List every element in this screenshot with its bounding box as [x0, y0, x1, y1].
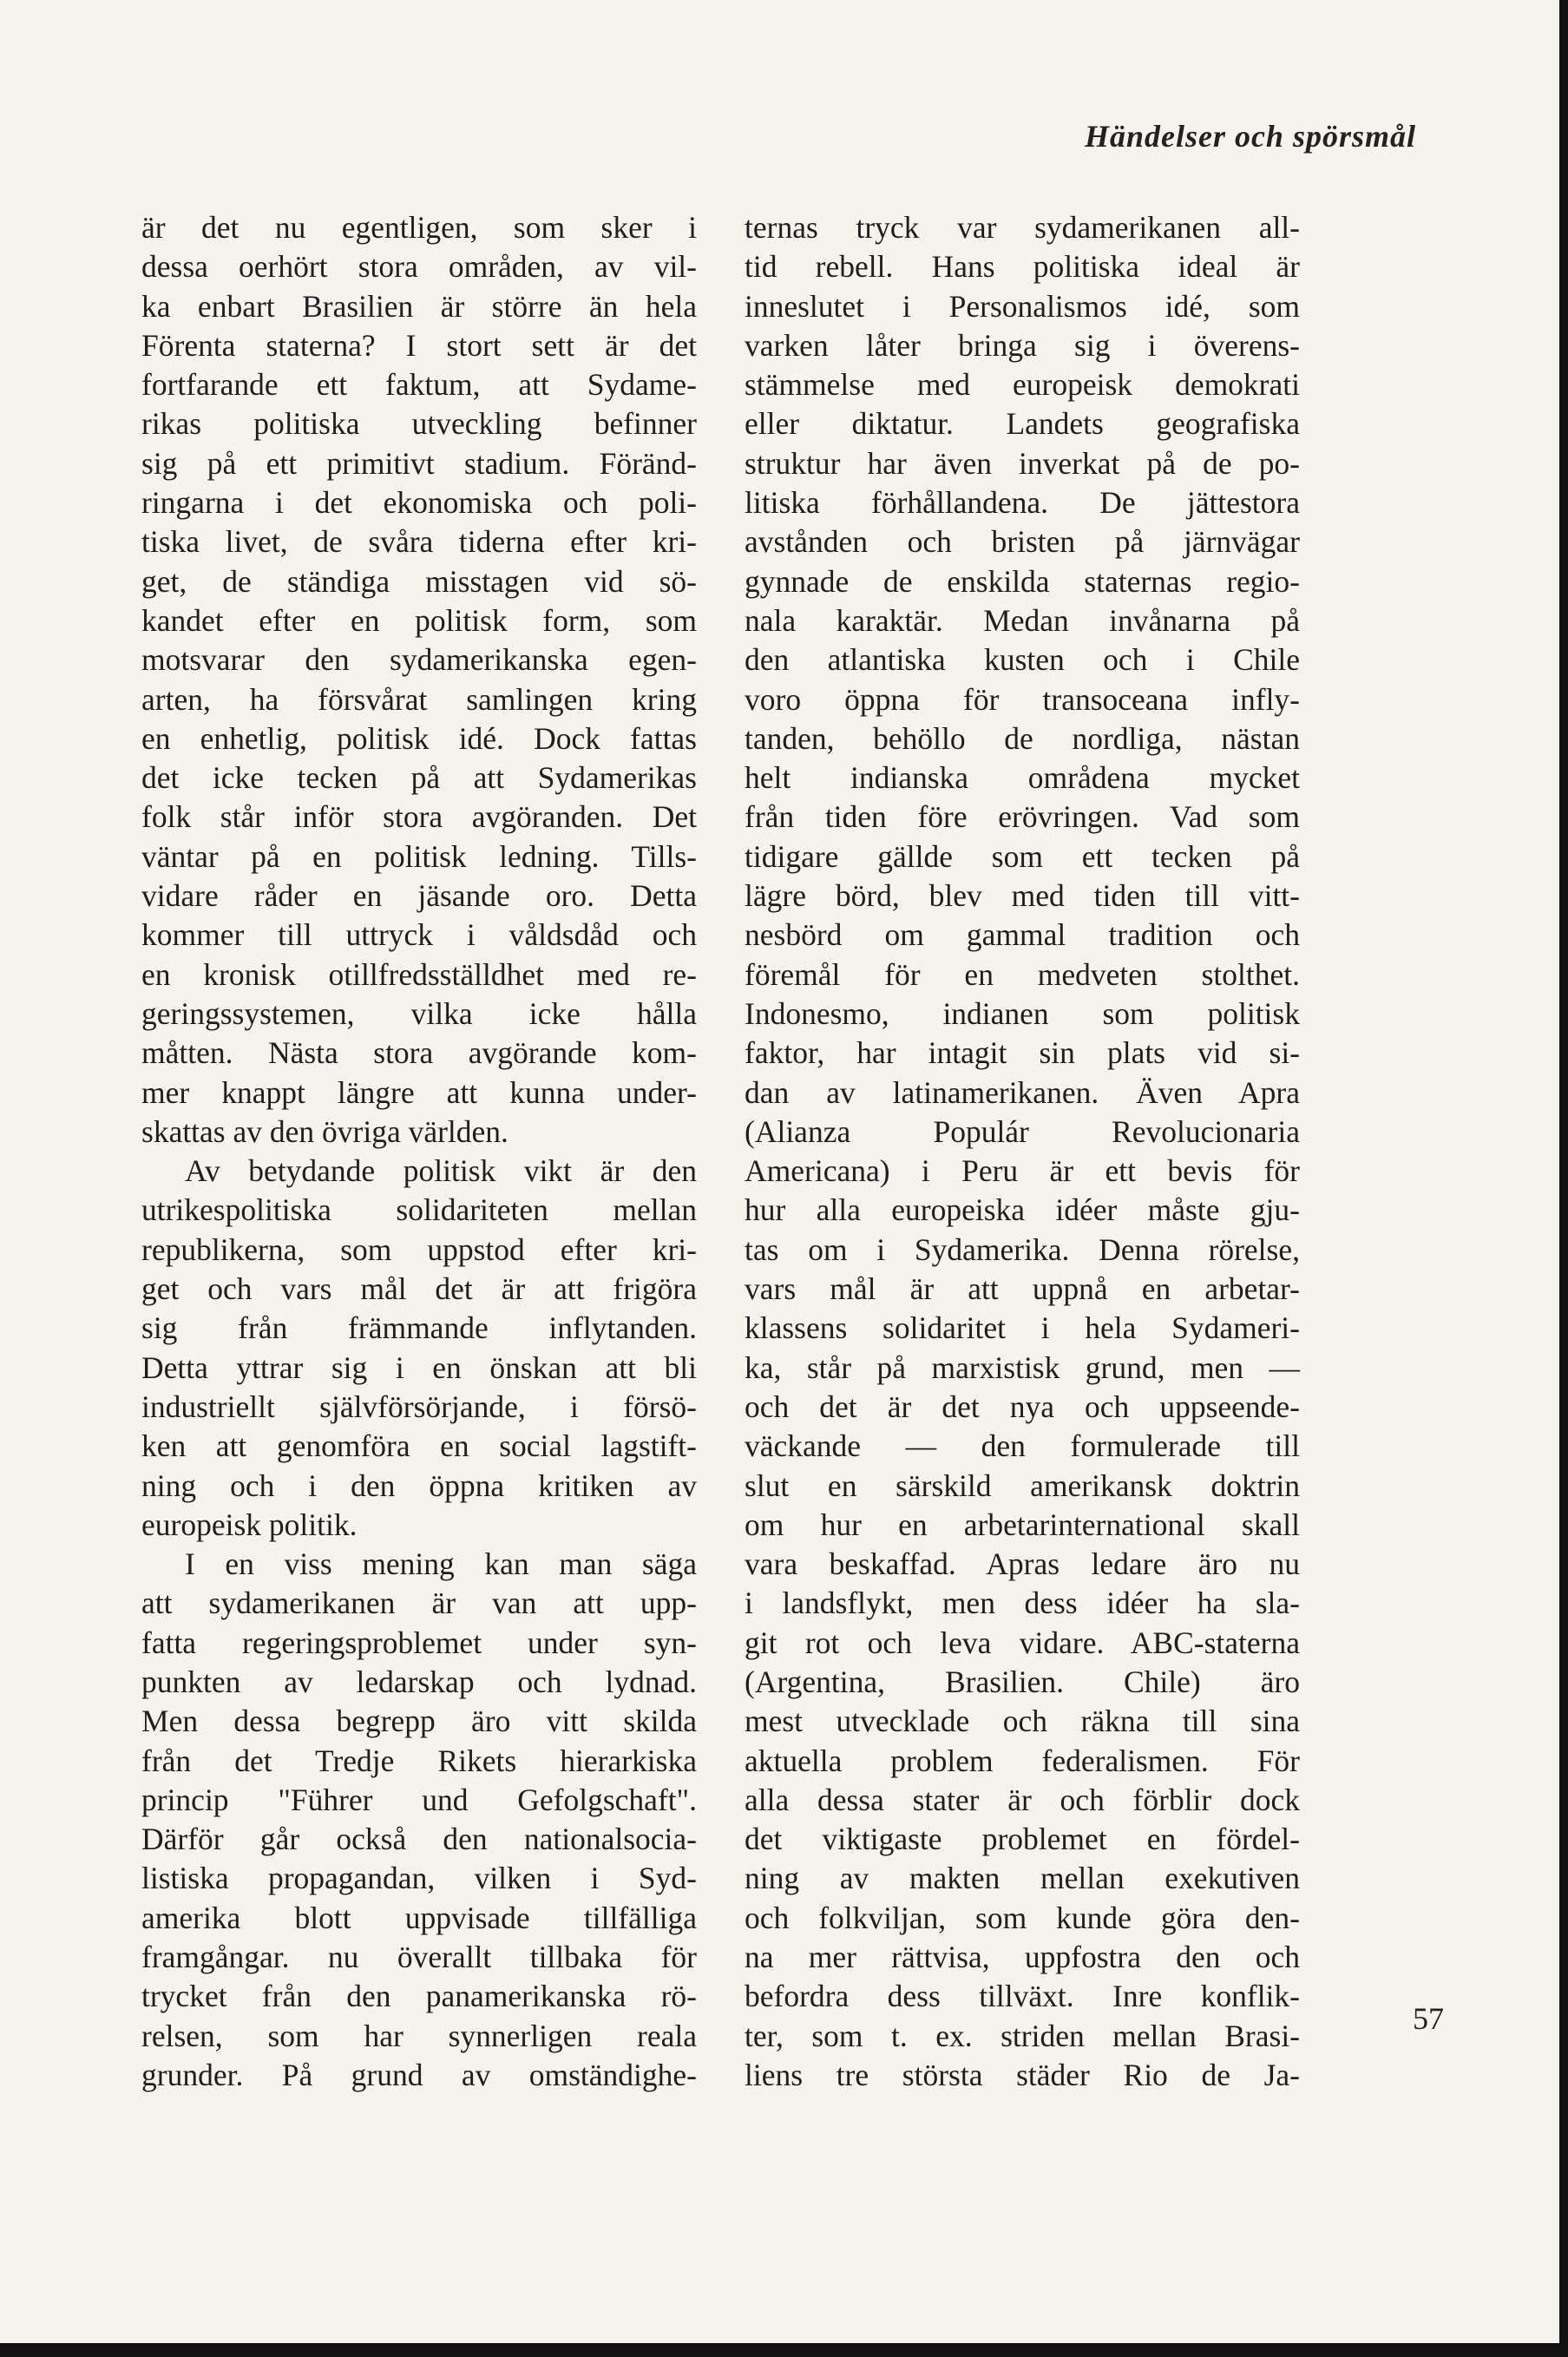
left-column-line: ringarna i det ekonomiska och poli-	[141, 485, 697, 521]
left-column-line: framgångar. nu överallt tillbaka för	[141, 1940, 697, 1975]
right-column-line: tidigare gällde som ett tecken på	[745, 838, 1300, 874]
right-column-line: aktuella problem federalismen. För	[745, 1743, 1300, 1778]
right-column-line: liens tre största städer Rio de Ja-	[745, 2057, 1300, 2092]
running-header: Händelser och spörsmål	[1084, 119, 1416, 154]
left-column-line: Men dessa begrepp äro vitt skilda	[141, 1704, 697, 1739]
right-column-line: den atlantiska kusten och i Chile	[745, 642, 1300, 678]
right-column-line: mest utvecklade och räkna till sina	[745, 1704, 1300, 1739]
left-column-line: är det nu egentligen, som sker i	[141, 210, 697, 245]
right-column-line: det viktigaste problemet en fördel-	[745, 1822, 1300, 1857]
left-column-line: en enhetlig, politisk idé. Dock fattas	[141, 720, 697, 756]
right-column-line: vara beskaffad. Apras ledare äro nu	[745, 1546, 1300, 1582]
left-column-line: att sydamerikanen är van att upp-	[141, 1586, 697, 1621]
left-column-line: ken att genomföra en social lagstift-	[141, 1428, 697, 1464]
left-column-line: Detta yttrar sig i en önskan att bli	[141, 1349, 697, 1385]
left-column-line: get, de ständiga misstagen vid sö-	[141, 563, 697, 599]
left-column-line: europeisk politik.	[141, 1507, 358, 1542]
left-column-line: princip "Führer und Gefolgschaft".	[141, 1782, 697, 1817]
left-column-line: ka enbart Brasilien är större än hela	[141, 288, 697, 324]
left-column-line: geringssystemen, vilka icke hålla	[141, 995, 697, 1031]
left-column-line: folk står inför stora avgöranden. Det	[141, 799, 697, 835]
right-column-line: tid rebell. Hans politiska ideal är	[745, 249, 1300, 285]
left-column-line: måtten. Nästa stora avgörande kom-	[141, 1035, 697, 1071]
left-column-line: tiska livet, de svåra tiderna efter kri-	[141, 524, 697, 560]
left-column-line: fatta regeringsproblemet under syn-	[141, 1625, 697, 1660]
left-column-line: ning och i den öppna kritiken av	[141, 1467, 697, 1503]
right-column-line: ternas tryck var sydamerikanen all-	[745, 210, 1300, 245]
right-column-line: (Alianza Populár Revolucionaria	[745, 1113, 1300, 1149]
left-column-line: Förenta staterna? I stort sett är det	[141, 327, 697, 363]
left-column-line: industriellt självförsörjande, i försö-	[141, 1389, 697, 1424]
left-column-line: republikerna, som uppstod efter kri-	[141, 1231, 697, 1267]
right-column-line: och det är det nya och uppseende-	[745, 1389, 1300, 1424]
right-column-line: tas om i Sydamerika. Denna rörelse,	[745, 1231, 1300, 1267]
left-column-line: det icke tecken på att Sydamerikas	[141, 760, 697, 796]
right-column-line: gynnade de enskilda staternas regio-	[745, 563, 1300, 599]
left-column-line: motsvarar den sydamerikanska egen-	[141, 642, 697, 678]
left-column-line: kommer till uttryck i våldsdåd och	[141, 917, 697, 953]
right-column-line: vars mål är att uppnå en arbetar-	[745, 1271, 1300, 1307]
right-column-line: eller diktatur. Landets geografiska	[745, 406, 1300, 442]
right-column-line: ka, står på marxistisk grund, men —	[745, 1349, 1300, 1385]
right-column-line: och folkviljan, som kunde göra den-	[745, 1900, 1300, 1935]
left-column-line: rikas politiska utveckling befinner	[141, 406, 697, 442]
page-number: 57	[1413, 2001, 1444, 2036]
right-column-line: struktur har även inverkat på de po-	[745, 445, 1300, 481]
right-column-line: ter, som t. ex. striden mellan Brasi-	[745, 2018, 1300, 2053]
right-column-line: slut en särskild amerikansk doktrin	[745, 1467, 1300, 1503]
right-column-line: från tiden före erövringen. Vad som	[745, 799, 1300, 835]
left-column-line: utrikespolitiska solidariteten mellan	[141, 1192, 697, 1228]
right-column-line: Americana) i Peru är ett bevis för	[745, 1153, 1300, 1189]
right-column-line: Indonesmo, indianen som politisk	[745, 995, 1300, 1031]
right-column-line: varken låter bringa sig i överens-	[745, 327, 1300, 363]
right-column-line: faktor, har intagit sin plats vid si-	[745, 1035, 1300, 1071]
right-column-line: klassens solidaritet i hela Sydameri-	[745, 1310, 1300, 1346]
right-column-line: stämmelse med europeisk demokrati	[745, 367, 1300, 403]
right-column-line: voro öppna för transoceana infly-	[745, 681, 1300, 717]
left-text-column	[141, 208, 697, 2095]
left-column-line: amerika blott uppvisade tillfälliga	[141, 1900, 697, 1935]
right-column-line: alla dessa stater är och förblir dock	[745, 1782, 1300, 1817]
left-column-line: get och vars mål det är att frigöra	[141, 1271, 697, 1307]
left-column-line: fortfarande ett faktum, att Sydame-	[141, 367, 697, 403]
left-column-line: Av betydande politisk vikt är den	[185, 1153, 697, 1189]
left-column-line: relsen, som har synnerligen reala	[141, 2018, 697, 2053]
left-column-line: vidare råder en jäsande oro. Detta	[141, 878, 697, 914]
left-column-line: mer knappt längre att kunna under-	[141, 1074, 697, 1110]
right-column-line: (Argentina, Brasilien. Chile) äro	[745, 1664, 1300, 1699]
right-column-line: hur alla europeiska idéer måste gju-	[745, 1192, 1300, 1228]
left-column-line: kandet efter en politisk form, som	[141, 602, 697, 638]
right-column-line: lägre börd, blev med tiden till vitt-	[745, 878, 1300, 914]
left-column-line: arten, ha försvårat samlingen kring	[141, 681, 697, 717]
right-column-line: na mer rättvisa, uppfostra den och	[745, 1940, 1300, 1975]
right-column-line: nala karaktär. Medan invånarna på	[745, 602, 1300, 638]
left-column-line: dessa oerhört stora områden, av vil-	[141, 249, 697, 285]
right-column-line: git rot och leva vidare. ABC-staterna	[745, 1625, 1300, 1660]
left-column-line: listiska propagandan, vilken i Syd-	[141, 1861, 697, 1896]
left-column-line: punkten av ledarskap och lydnad.	[141, 1664, 697, 1699]
left-column-line: sig på ett primitivt stadium. Föränd-	[141, 445, 697, 481]
right-column-line: väckande — den formulerade till	[745, 1428, 1300, 1464]
left-column-line: Därför går också den nationalsocia-	[141, 1822, 697, 1857]
left-column-line: trycket från den panamerikanska rö-	[141, 1979, 697, 2014]
left-column-line: väntar på en politisk ledning. Tills-	[141, 838, 697, 874]
right-column-line: föremål för en medveten stolthet.	[745, 956, 1300, 992]
left-column-line: grunder. På grund av omständighe-	[141, 2057, 697, 2092]
right-column-line: befordra dess tillväxt. Inre konflik-	[745, 1979, 1300, 2014]
right-column-line: i landsflykt, men dess idéer ha sla-	[745, 1586, 1300, 1621]
left-column-line: från det Tredje Rikets hierarkiska	[141, 1743, 697, 1778]
left-column-line: skattas av den övriga världen.	[141, 1113, 508, 1149]
right-column-line: dan av latinamerikanen. Även Apra	[745, 1074, 1300, 1110]
right-text-column	[745, 208, 1300, 2095]
left-column-line: I en viss mening kan man säga	[185, 1546, 697, 1582]
right-column-line: helt indianska områdena mycket	[745, 760, 1300, 796]
left-column-line: sig från främmande inflytanden.	[141, 1310, 697, 1346]
right-column-line: nesbörd om gammal tradition och	[745, 917, 1300, 953]
right-column-line: avstånden och bristen på järnvägar	[745, 524, 1300, 560]
right-column-line: ning av makten mellan exekutiven	[745, 1861, 1300, 1896]
right-column-line: litiska förhållandena. De jättestora	[745, 485, 1300, 521]
left-column-line: en kronisk otillfredsställdhet med re-	[141, 956, 697, 992]
right-column-line: om hur en arbetarinternational skall	[745, 1507, 1300, 1542]
right-column-line: tanden, behöllo de nordliga, nästan	[745, 720, 1300, 756]
right-column-line: inneslutet i Personalismos idé, som	[745, 288, 1300, 324]
